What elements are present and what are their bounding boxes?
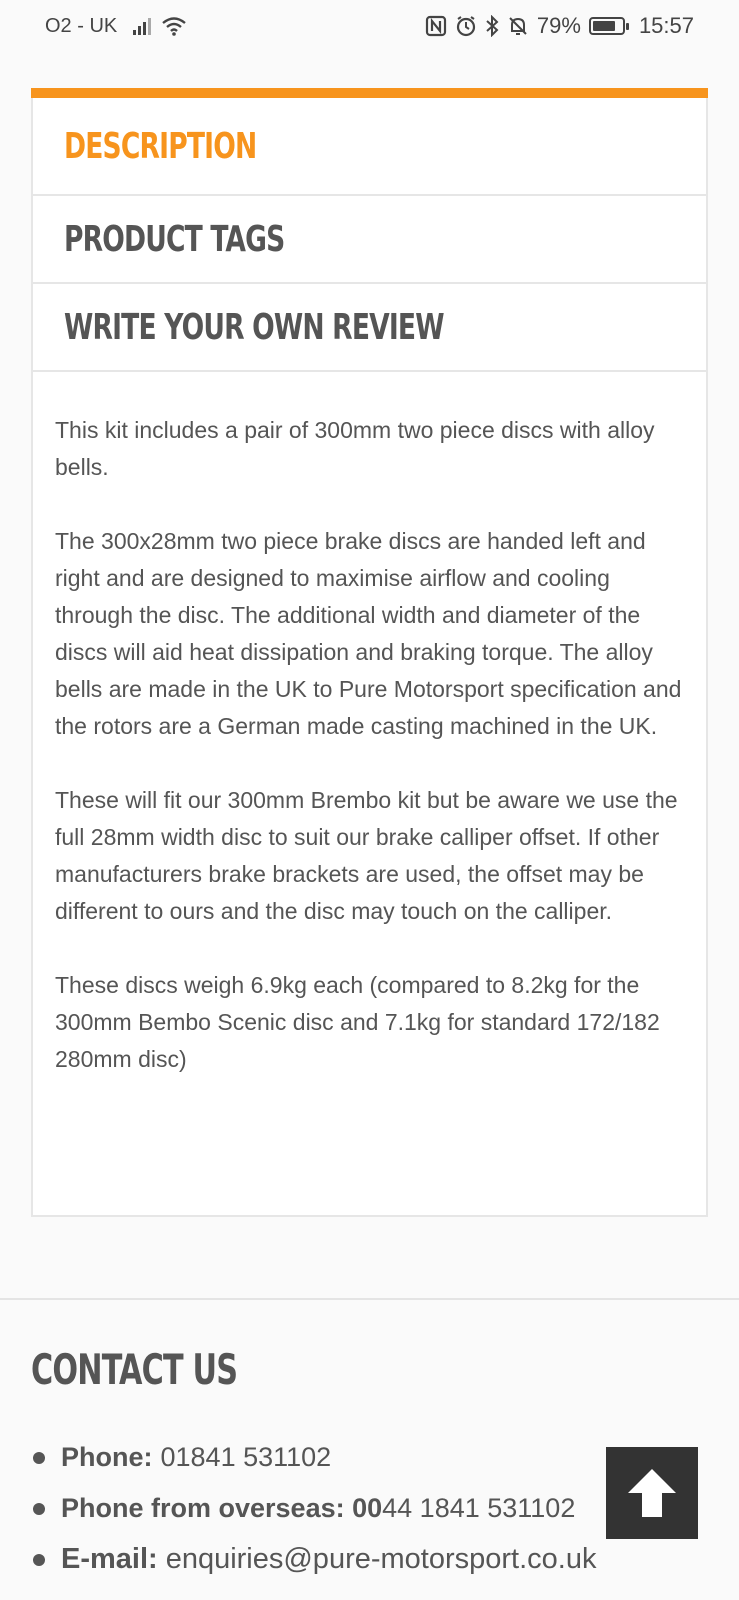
tab-description-label: DESCRIPTION (64, 125, 257, 167)
mute-icon (507, 15, 529, 37)
carrier-name: O2 - UK (45, 14, 118, 37)
contact-phone[interactable] (31, 1432, 596, 1483)
tab-description[interactable] (31, 98, 708, 196)
contact-email-label: E-mail: (61, 1543, 158, 1575)
tab-write-review-label: WRITE YOUR OWN REVIEW (64, 306, 444, 348)
tab-product-tags-label: PRODUCT TAGS (64, 218, 285, 260)
alarm-icon (455, 15, 477, 37)
contact-phone-overseas[interactable] (31, 1483, 596, 1534)
tab-product-tags[interactable] (31, 196, 708, 284)
description-paragraph: These will fit our 300mm Brembo kit but be aware we use the full 28mm width disc to suit our brake calliper offset. If other manufacturers brake brackets are used, the offset may be different to ours and the disc may touch on the calliper. (55, 787, 678, 924)
footer-divider (0, 1298, 739, 1300)
status-right (425, 13, 694, 39)
arrow-up-icon (624, 1465, 680, 1521)
clock: 15:57 (638, 13, 694, 38)
status-left (45, 15, 187, 38)
back-to-top-button[interactable] (606, 1447, 698, 1539)
contact-phone-value: 01841 531102 (160, 1442, 332, 1472)
description-paragraph: This kit includes a pair of 300mm two piece discs with alloy bells. (55, 417, 655, 480)
contact-list (31, 1432, 596, 1585)
description-paragraph: These discs weigh 6.9kg each (compared to 8.2kg for the 300mm Bembo Scenic disc and 7.1kg for standard 172/182 280mm disc) (55, 972, 660, 1072)
battery-percent: 79% (536, 13, 581, 38)
wifi-icon (161, 16, 187, 36)
tab-write-review[interactable] (31, 284, 708, 372)
contact-email[interactable] (31, 1534, 596, 1585)
bluetooth-icon (485, 15, 499, 37)
contact-phone-label: Phone: (61, 1442, 153, 1472)
contact-title (31, 1345, 289, 1394)
description-paragraph: The 300x28mm two piece brake discs are handed left and right and are designed to maximise airflow and cooling through the disc. The additional width and diameter of the discs will aid heat dissipation and braking torque. The alloy bells are made in the UK to Pure Motorsport specification and the rotors are a German made casting machined in the UK. (55, 528, 682, 739)
description-content (31, 372, 708, 1217)
contact-phone-overseas-value: 44 1841 531102 (382, 1493, 576, 1523)
contact-title-text: CONTACT US (31, 1345, 238, 1394)
contact-email-value: enquiries@pure-motorsport.co.uk (165, 1543, 597, 1575)
signal-icon (133, 17, 151, 35)
nfc-icon (425, 15, 447, 37)
contact-phone-overseas-label: Phone from overseas: 00 (61, 1493, 383, 1523)
product-info-panel (31, 88, 708, 1217)
battery-icon (589, 17, 625, 35)
status-bar (0, 0, 739, 52)
